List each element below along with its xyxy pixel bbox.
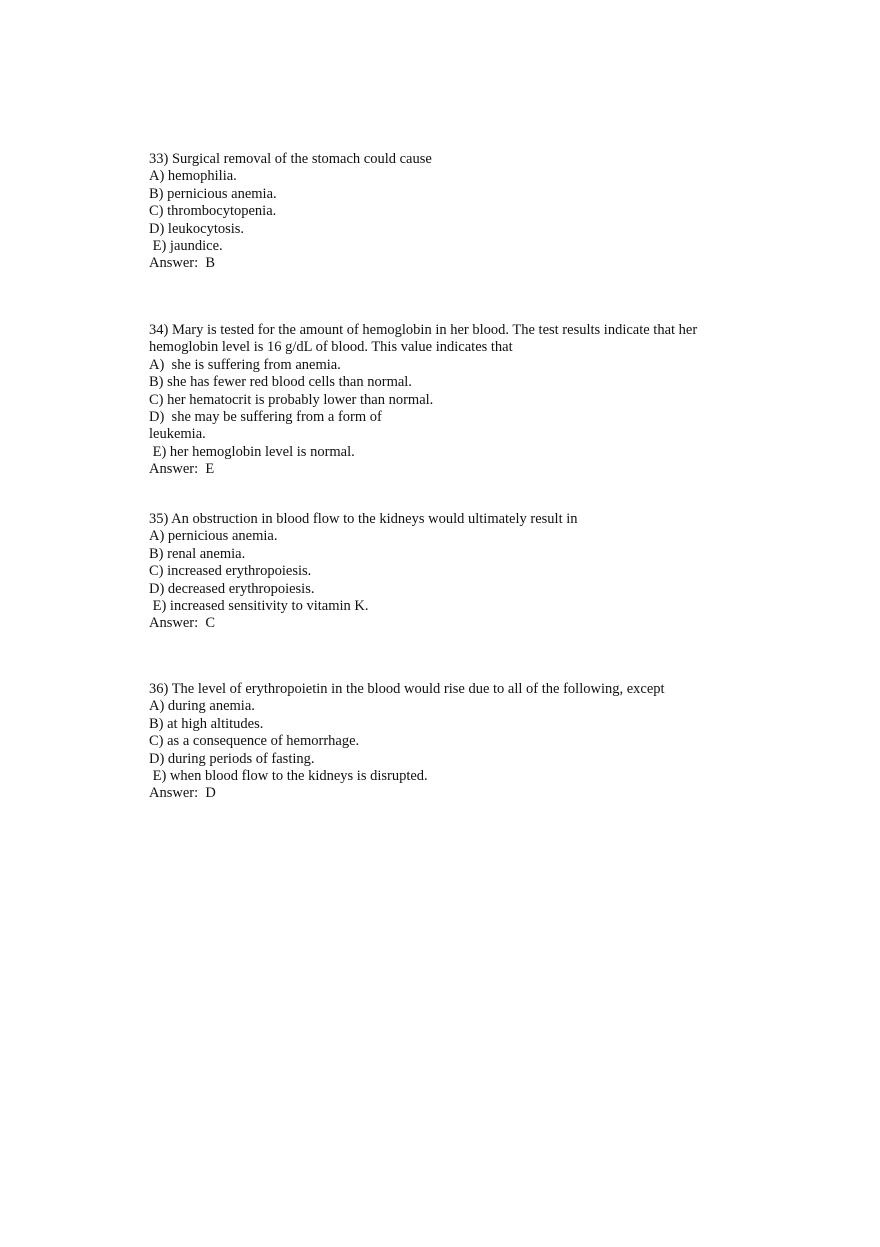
question-35 <box>149 511 749 633</box>
option-a: A) pernicious anemia. <box>149 528 278 545</box>
option-c: C) her hematocrit is probably lower than normal. <box>149 391 434 408</box>
answer: Answer: D <box>149 785 216 802</box>
option-a: A) during anemia. <box>149 698 255 715</box>
question-stem-line-2: hemoglobin level is 16 g/dL of blood. This value indicates that <box>149 339 513 356</box>
option-b: B) she has fewer red blood cells than normal. <box>149 374 412 391</box>
option-d: D) leukocytosis. <box>149 220 245 237</box>
option-e: E) when blood flow to the kidneys is disrupted. <box>149 768 428 785</box>
option-a: A) she is suffering from anemia. <box>149 356 341 373</box>
option-c: C) thrombocytopenia. <box>149 203 277 220</box>
option-c: C) increased erythropoiesis. <box>149 563 312 580</box>
question-36 <box>149 681 749 803</box>
option-d: D) during periods of fasting. <box>149 750 315 767</box>
option-e: E) jaundice. <box>149 238 223 255</box>
question-stem-line-1: 34) Mary is tested for the amount of hemoglobin in her blood. The test results indicate that her <box>149 322 698 338</box>
option-d-continued: leukemia. <box>149 426 206 443</box>
answer: Answer: C <box>149 615 216 632</box>
question-34 <box>149 322 749 479</box>
question-stem: 35) An obstruction in blood flow to the kidneys would ultimately result in <box>149 511 578 527</box>
option-b: B) pernicious anemia. <box>149 185 277 202</box>
question-stem: 33) Surgical removal of the stomach could cause <box>149 151 432 167</box>
option-e: E) her hemoglobin level is normal. <box>149 443 355 460</box>
question-stem: 36) The level of erythropoietin in the blood would rise due to all of the following, except <box>149 681 665 697</box>
answer: Answer: B <box>149 255 216 272</box>
option-b: B) at high altitudes. <box>149 715 264 732</box>
option-b: B) renal anemia. <box>149 545 246 562</box>
answer: Answer: E <box>149 461 215 478</box>
option-d: D) decreased erythropoiesis. <box>149 580 315 597</box>
option-c: C) as a consequence of hemorrhage. <box>149 733 360 750</box>
question-33 <box>149 151 749 273</box>
option-a: A) hemophilia. <box>149 168 237 185</box>
option-e: E) increased sensitivity to vitamin K. <box>149 598 369 615</box>
option-d: D) she may be suffering from a form of <box>149 409 382 426</box>
